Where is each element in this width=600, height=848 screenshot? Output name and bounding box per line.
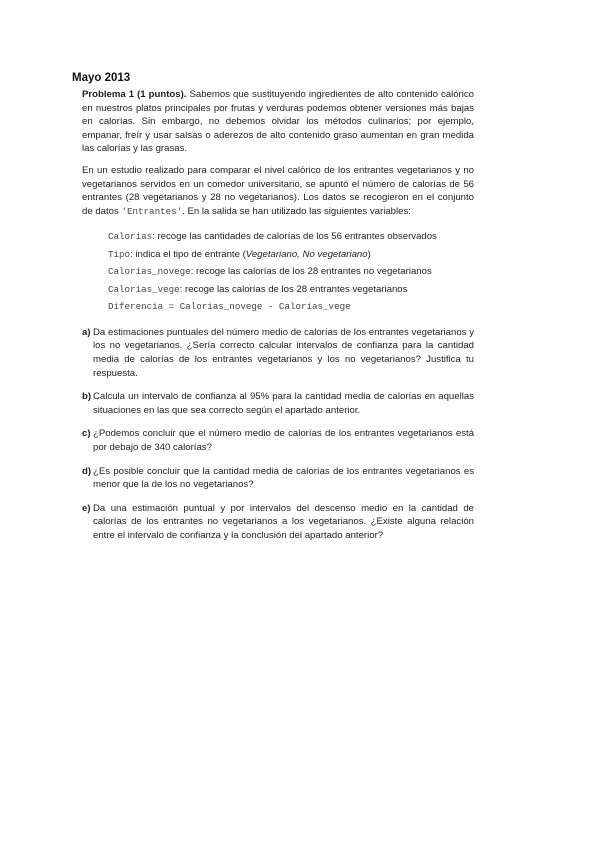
variable-name: Calorias_novege bbox=[108, 266, 191, 278]
question-label: e) bbox=[82, 502, 91, 514]
intro-paragraph bbox=[82, 88, 474, 156]
variable-description: : indica el tipo de entrante ( bbox=[130, 248, 246, 260]
variable-description: : recoge las calorías de los 28 entrantes vegetarianos bbox=[179, 283, 408, 295]
question-text: Calcula un intervalo de confianza al 95% para la cantidad media de calorías en aquellas situaciones en las que sea correcto según el apartado anterior. bbox=[93, 391, 474, 416]
study-text-after: . En la salida se han utilizado las siguientes variables: bbox=[182, 205, 411, 217]
question-item bbox=[82, 465, 474, 492]
study-paragraph bbox=[82, 164, 474, 218]
question-item bbox=[82, 427, 474, 454]
question-text: Da estimaciones puntuales del número medio de calorías de los entrantes vegetarianos y los no vegetarianos. ¿Sería correcto calcular intervalos de confianza para la cantidad media de calorías de los entrantes vegetarianos y los no vegetarianos? Justifica tu respuesta. bbox=[93, 326, 474, 379]
variable-line bbox=[108, 228, 474, 246]
question-item bbox=[82, 502, 474, 543]
variable-line bbox=[108, 281, 474, 299]
problem-title: Problema 1 (1 puntos). bbox=[82, 89, 187, 100]
document-date: Mayo 2013 bbox=[72, 72, 131, 84]
variables-list bbox=[108, 228, 474, 316]
question-item bbox=[82, 326, 474, 380]
questions-list bbox=[82, 326, 474, 543]
study-text-before: En un estudio realizado para comparar el nivel calórico de los entrantes vegetarianos y no vegetarianos servidos en un comedor universitario, se apuntó el número de calorías de 56 entrantes (28 vegetarianos y 28 no vegetarianos). Los datos se recogieron en el conjunto de datos bbox=[82, 164, 474, 217]
variable-description: : recoge las cantidades de calorías de los 56 entrantes observados bbox=[152, 231, 437, 243]
question-label: a) bbox=[82, 326, 91, 338]
question-text: ¿Es posible concluir que la cantidad media de calorías de los entrantes vegetarianos es menor que la de los no vegetarianos? bbox=[93, 465, 474, 491]
variable-name: Tipo bbox=[108, 248, 131, 260]
intro-text: Sabemos que sustituyendo ingredientes de alto contenido calórico en nuestros platos principales por frutas y verduras podemos obtener versiones más bajas en calorías. Sin embargo, no debemos olvidar los métodos culinarios; por ejemplo, empanar, freír y usar salsas o aderezos de alto contenido graso aumentan en gran medida las calorías y las grasas. bbox=[82, 89, 475, 155]
variable-values: Vegetariano, No vegetariano bbox=[245, 248, 368, 260]
question-label: c) bbox=[82, 428, 91, 440]
problem-content bbox=[82, 88, 474, 553]
variable-name: Calorias_vege bbox=[108, 283, 180, 295]
question-text: Da una estimación puntual y por intervalos del descenso medio en la cantidad de calorías de los entrantes no vegetarianos a los vegetarianos. ¿Existe alguna relación entre el intervalo de confianza y la conclusión del apartado anterior? bbox=[93, 502, 474, 541]
variable-name: Calorias bbox=[108, 231, 153, 243]
variable-equals: = bbox=[163, 301, 180, 313]
variable-name: Diferencia bbox=[108, 301, 164, 313]
variable-line bbox=[108, 246, 474, 264]
question-item bbox=[82, 390, 474, 417]
variable-line bbox=[108, 263, 474, 281]
question-label: b) bbox=[82, 391, 92, 403]
variable-line bbox=[108, 298, 474, 316]
question-label: d) bbox=[82, 465, 92, 477]
variable-description: : recoge las calorías de los 28 entrantes no vegetarianos bbox=[190, 266, 432, 278]
dataset-name: 'Entrantes' bbox=[121, 205, 183, 217]
question-text: ¿Podemos concluir que el número medio de calorías de los entrantes vegetarianos está por debajo de 340 calorías? bbox=[93, 428, 474, 453]
variable-description-end: ) bbox=[367, 248, 371, 260]
variable-expression: Calorias_novege - Calorias_vege bbox=[179, 301, 351, 313]
